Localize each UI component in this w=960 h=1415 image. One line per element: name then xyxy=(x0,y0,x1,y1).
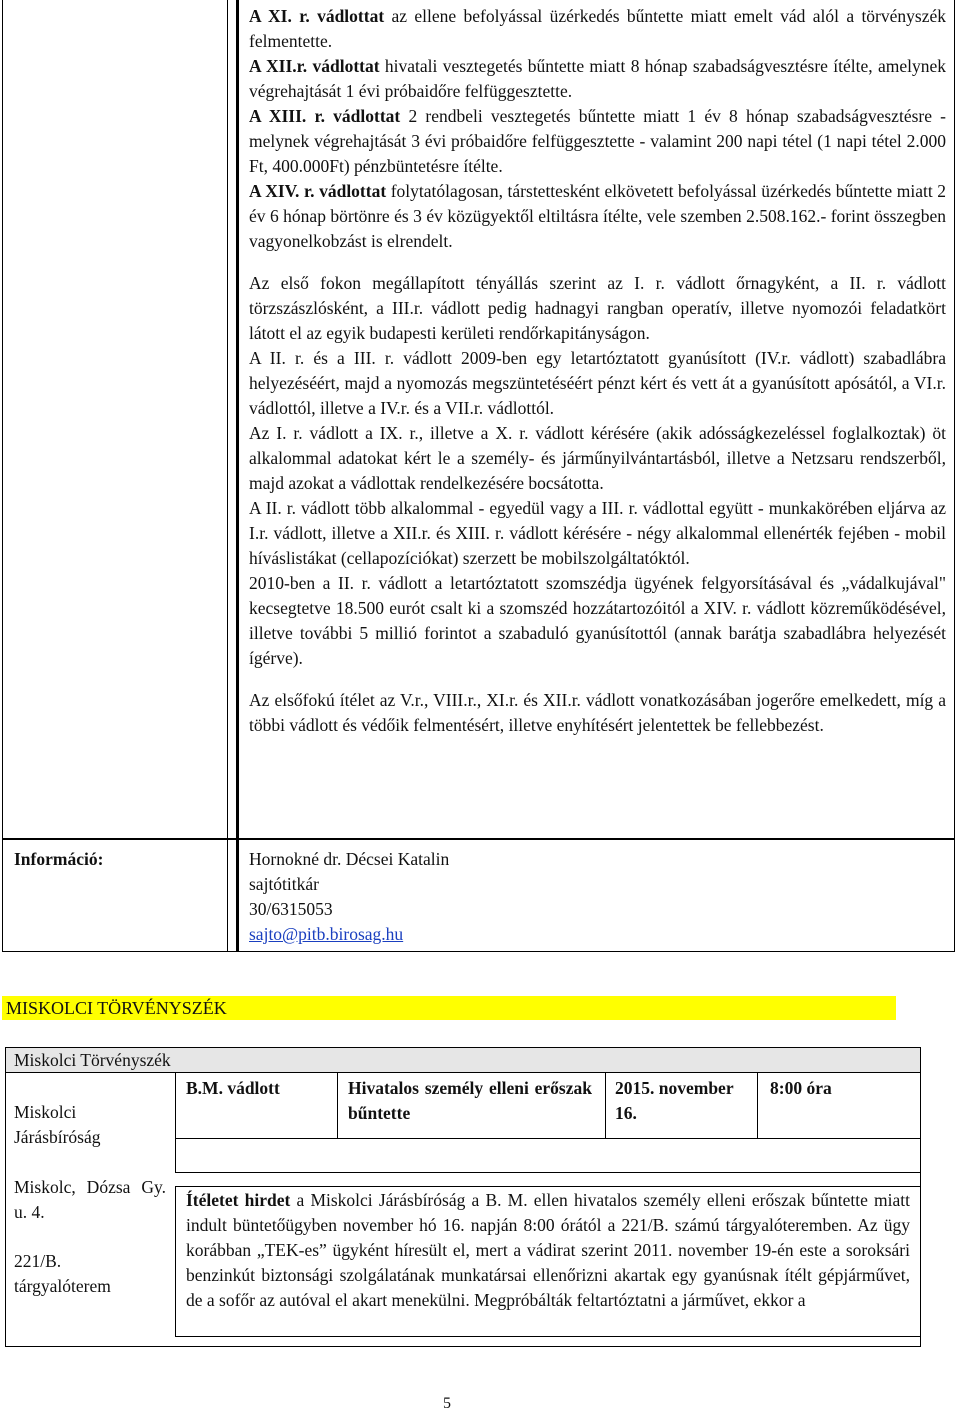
table-row-divider xyxy=(2,838,955,840)
page-number: 5 xyxy=(443,1395,451,1412)
court-name: Miskolci Járásbíróság xyxy=(14,1102,101,1147)
court-table-left xyxy=(5,1047,6,1347)
info-right-border xyxy=(954,838,955,952)
paragraph-text: 2 rendbeli vesztegetés bűntette miatt 1 év 8 hónap szabadságvesztésre - melynek végrehajtását 3 évi próbaidőre felfüggesztette - valamint 200 napi tétel (1 napi tétel 2.000 Ft, 400.000Ft) pénzbüntetésre ítélte. xyxy=(249,106,946,176)
court-table-header: Miskolci Törvényszék xyxy=(14,1050,171,1070)
info-divider-1 xyxy=(227,838,228,952)
desc-box-top xyxy=(175,1186,920,1187)
paragraph xyxy=(249,4,946,54)
paragraph-text: 2010-ben a II. r. vádlott a letartóztatott szomszédja ügyének felgyorsításával és „vádalkujával" kecsegtetve 18.500 eurót csalt ki a szomszéd hozzátartozóitól a XIV. r. vádlott közreműködésével, illetve további 5 millió forintot a szabaduló gyanúsítottól (annak barátja szabadlábra helyezését ígérve). xyxy=(249,573,946,668)
paragraph xyxy=(249,571,946,671)
case-box-div-2 xyxy=(605,1073,606,1138)
paragraph xyxy=(249,346,946,421)
paragraph xyxy=(249,688,946,738)
case-box-div-3 xyxy=(757,1073,758,1138)
hearing-date: 2015. november 16. xyxy=(615,1078,734,1123)
paragraph xyxy=(249,496,946,571)
paragraph-text: Az első fokon megállapított tényállás szerint az I. r. vádlott őrnagyként, a II. r. vádlott törzszászlósként, a III.r. vádlott pedig hadnagyi rangban operatív, illetve nyomozói feladatkört látott el az egyik budapesti kerületi rendőrkapitányságon. xyxy=(249,273,946,343)
case-box-row-line xyxy=(175,1138,920,1139)
paragraph-text: folytatólagosan, társtettesként elkövetett befolyással üzérkedés bűntette miatt 2 év 6 hónap börtönre és 3 év közügyektől eltiltásra ítélte, vele szemben 2.508.162.- forint összegben vagyonelkobzást is elrendelt. xyxy=(249,181,946,251)
description-body: a Miskolci Járásbíróság a B. M. ellen hivatalos személy elleni erőszak bűntette miatt indult büntetőügyben november hó 16. napján 8:00 órától a 221/B. számú tárgyalóteremben. Az ügy korábban „TEK-es” ügyként híresült el, mert a vádirat szerint 2011. november 19-én este a soroksári benzinkút biztonsági szolgálatának munkatársai ellenőrizni akartak egy gyanúsnak ítélt gépjárművet, de a sofőr az autóval el akart menekülni. Megpróbálták feltartóztatni a járművet, ekkor a xyxy=(186,1190,910,1310)
paragraph-text: A II. r. vádlott több alkalommal - egyedül vagy a III. r. vádlottal együtt - munkakörében eljárva az I.r. vádlott, illetve a XII.r. és XIII. r. vádlott kérésére - négy alkalommal ellenérték fejében - mobil híváslistákat (cellapozíciókat) szerzett be mobilszolgáltatóktól. xyxy=(249,498,946,568)
paragraph-group xyxy=(249,688,946,738)
court-room: 221/B. tárgyalóterem xyxy=(14,1251,111,1296)
desc-box-bottom xyxy=(175,1336,920,1337)
case-box-left xyxy=(175,1073,176,1173)
court-table-bottom xyxy=(5,1346,921,1347)
contact-phone: 30/6315053 xyxy=(249,899,333,919)
paragraph xyxy=(249,104,946,179)
hearing-time: 8:00 óra xyxy=(770,1078,832,1098)
paragraph-text: hivatali vesztegetés bűntette miatt 8 hónap szabadságvesztésre ítélte, amelynek végrehajtását 1 évi próbaidőre felfüggesztette. xyxy=(249,56,946,101)
defendant: B.M. vádlott xyxy=(186,1078,280,1098)
info-label: Információ: xyxy=(14,849,104,869)
court-address: Miskolc, Dózsa Gy. u. 4. xyxy=(14,1177,166,1222)
paragraph xyxy=(249,421,946,496)
contact-title: sajtótitkár xyxy=(249,874,319,894)
hearing-description xyxy=(186,1188,910,1313)
offense: Hivatalos személy elleni erőszak bűntette xyxy=(348,1078,592,1123)
section-heading: MISKOLCI TÖRVÉNYSZÉK xyxy=(6,998,227,1018)
paragraph-text: az ellene befolyással üzérkedés bűntette miatt emelt vád alól a törvényszék felmentette. xyxy=(249,6,947,51)
table-right-border xyxy=(954,0,955,840)
paragraph-text: A II. r. és a III. r. vádlott 2009-ben egy letartóztatott gyanúsított (IV.r. vádlott) szabadlábra helyezéséért, majd a nyomozás megszüntetéséért pénzt kért és vett át a gyanúsított apósától, a VI.r. vádlottól, illetve a IV.r. és a VII.r. vádlottól. xyxy=(249,348,946,418)
paragraph-text: Az elsőfokú ítélet az V.r., VIII.r., XI.r. és XII.r. vádlott vonatkozásában jogerőre emelkedett, míg a többi vádlott és védőik felmentésért, illetve enyhítésért jelentettek be fellebbezést. xyxy=(249,690,946,735)
paragraph xyxy=(249,54,946,104)
info-left-border xyxy=(2,838,3,952)
paragraph-text: Az I. r. vádlott a IX. r., illetve a X. r. vádlott kérésére (akik adósságkezeléssel foglalkoztak) öt alkalommal adatokat kért le a személy- és járműnyilvántartásból, illetve a Netzsaru rendszerből, majd azokat a vádlottak rendelkezésére bocsátotta. xyxy=(249,423,946,493)
paragraph-group xyxy=(249,271,946,671)
paragraph xyxy=(249,179,946,254)
paragraph-lead: A XI. r. vádlottat xyxy=(249,6,385,26)
case-box-div-1 xyxy=(337,1073,338,1138)
info-bottom-border xyxy=(2,951,955,952)
paragraph-lead: A XIV. r. vádlottat xyxy=(249,181,387,201)
verdict-text-block xyxy=(249,4,946,738)
description-lead: Ítéletet hirdet xyxy=(186,1190,291,1210)
paragraph xyxy=(249,271,946,346)
info-divider-2 xyxy=(236,838,239,952)
contact-block xyxy=(249,847,449,947)
table-left-border xyxy=(2,0,3,840)
paragraph-lead: A XII.r. vádlottat xyxy=(249,56,380,76)
case-box-bottom xyxy=(175,1172,920,1173)
paragraph-group xyxy=(249,4,946,254)
contact-name: Hornokné dr. Décsei Katalin xyxy=(249,849,450,869)
paragraph-lead: A XIII. r. vádlottat xyxy=(249,106,401,126)
table-col-divider-1 xyxy=(227,0,228,840)
contact-email-link[interactable]: sajto@pitb.birosag.hu xyxy=(249,924,404,944)
desc-box-left xyxy=(175,1186,176,1336)
court-table-right xyxy=(920,1047,921,1347)
table-col-divider-2 xyxy=(236,0,239,840)
